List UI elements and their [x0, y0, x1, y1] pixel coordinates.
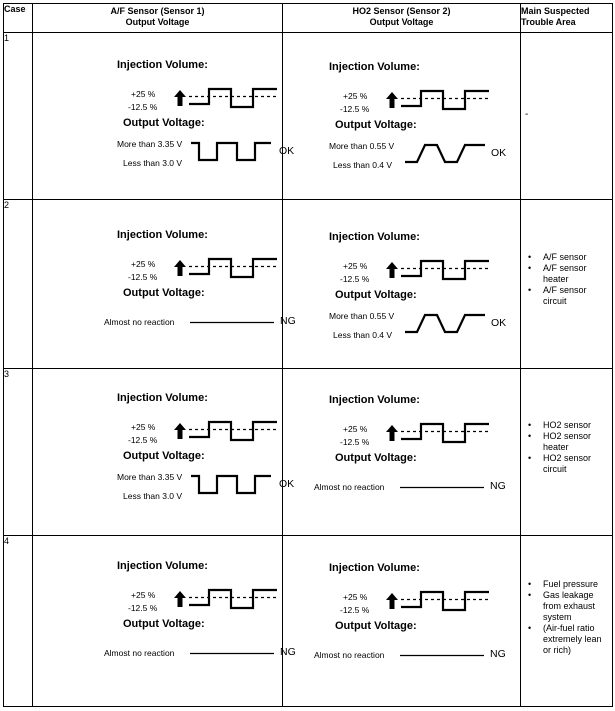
minus-12-5-label: -12.5 %: [340, 274, 370, 284]
output-voltage-label: Output Voltage:: [123, 117, 205, 129]
minus-12-5-label: -12.5 %: [128, 435, 158, 445]
trouble-area-cell: [521, 33, 613, 200]
injection-volume-label: Injection Volume:: [329, 394, 420, 406]
table-row: [4, 33, 613, 200]
up-arrow-icon: [386, 593, 398, 609]
trouble-area-cell: [521, 200, 613, 369]
header-trouble-area: Main Suspected Trouble Area: [521, 4, 613, 33]
trouble-area-list: [525, 252, 610, 307]
trouble-area-text: Gas leakage from exhaust system: [543, 590, 596, 622]
no-reaction-label: Almost no reaction: [314, 482, 385, 492]
injection-volume-label: Injection Volume:: [117, 59, 208, 71]
bullet-icon: •: [528, 252, 532, 262]
minus-12-5-label: -12.5 %: [128, 603, 158, 613]
table-row: [4, 369, 613, 536]
case-number: 4: [4, 536, 33, 707]
case-number: 3: [4, 369, 33, 536]
minus-12-5-label: -12.5 %: [128, 102, 158, 112]
flat-line: [190, 652, 276, 655]
bullet-icon: •: [528, 285, 532, 295]
voltage-high-label: More than 3.35 V: [117, 139, 183, 149]
header-ho2: HO2 Sensor (Sensor 2) Output Voltage: [283, 4, 521, 33]
trouble-area-text: HO2 sensor: [543, 420, 592, 430]
voltage-high-label: More than 0.55 V: [329, 141, 395, 151]
ho2-cell: [283, 33, 521, 200]
plus-25-label: +25 %: [343, 261, 368, 271]
output-waveform: [191, 141, 275, 163]
trouble-area-text: A/F sensor circuit: [543, 285, 587, 306]
af-cell: [33, 33, 295, 200]
injection-volume-label: Injection Volume:: [329, 562, 420, 574]
injection-waveform: [189, 87, 281, 111]
minus-12-5-label: -12.5 %: [340, 605, 370, 615]
trouble-area-text: HO2 sensor heater: [543, 431, 592, 452]
voltage-low-label: Less than 3.0 V: [123, 158, 183, 168]
bullet-icon: •: [528, 263, 532, 273]
list-item: [525, 285, 610, 307]
list-item: [525, 252, 610, 263]
injection-volume-label: Injection Volume:: [329, 61, 420, 73]
bullet-icon: •: [528, 420, 532, 430]
voltage-high-label: More than 3.35 V: [117, 472, 183, 482]
plus-25-label: +25 %: [131, 422, 156, 432]
header-row: [4, 4, 613, 33]
minus-12-5-label: -12.5 %: [340, 437, 370, 447]
trouble-area-list: [525, 420, 610, 475]
injection-waveform: [401, 89, 493, 113]
no-reaction-label: Almost no reaction: [104, 317, 175, 327]
ho2-cell: [283, 369, 521, 536]
injection-waveform: [189, 257, 281, 281]
injection-waveform: [401, 422, 493, 446]
bullet-icon: •: [528, 623, 532, 633]
injection-volume-label: Injection Volume:: [329, 231, 420, 243]
up-arrow-icon: [386, 92, 398, 108]
output-voltage-label: Output Voltage:: [123, 287, 205, 299]
trouble-area-cell: [521, 536, 613, 707]
list-item: [525, 431, 610, 453]
result-label: OK: [491, 147, 507, 159]
injection-waveform: [401, 590, 493, 614]
up-arrow-icon: [174, 423, 186, 439]
plus-25-label: +25 %: [343, 424, 368, 434]
voltage-low-label: Less than 3.0 V: [123, 491, 183, 501]
output-voltage-label: Output Voltage:: [335, 620, 417, 632]
result-label: OK: [279, 145, 295, 157]
af-cell: [33, 200, 296, 369]
flat-line: [190, 321, 276, 324]
injection-waveform: [189, 588, 281, 612]
no-reaction-label: Almost no reaction: [104, 648, 175, 658]
list-item: [525, 420, 610, 431]
up-arrow-icon: [174, 591, 186, 607]
list-item: [525, 453, 610, 475]
result-label: NG: [280, 646, 296, 658]
output-waveform: [405, 313, 489, 335]
trouble-area-cell: [521, 369, 613, 536]
plus-25-label: +25 %: [343, 91, 368, 101]
case-number: 2: [4, 200, 33, 369]
voltage-high-label: More than 0.55 V: [329, 311, 395, 321]
header-af: A/F Sensor (Sensor 1) Output Voltage: [33, 4, 283, 33]
table-row: [4, 200, 613, 369]
plus-25-label: +25 %: [131, 590, 156, 600]
list-item: [525, 579, 610, 590]
trouble-area-text: Fuel pressure: [543, 579, 599, 589]
voltage-low-label: Less than 0.4 V: [333, 330, 393, 340]
minus-12-5-label: -12.5 %: [128, 272, 158, 282]
output-voltage-label: Output Voltage:: [123, 450, 205, 462]
injection-volume-label: Injection Volume:: [117, 229, 208, 241]
no-trouble-area: -: [525, 109, 529, 120]
minus-12-5-label: -12.5 %: [340, 104, 370, 114]
bullet-icon: •: [528, 579, 532, 589]
plus-25-label: +25 %: [343, 592, 368, 602]
result-label: NG: [490, 648, 506, 660]
case-number: 1: [4, 33, 33, 200]
trouble-area-text: (Air-fuel ratio extremely lean or rich): [543, 623, 602, 655]
list-item: [525, 590, 610, 623]
bullet-icon: •: [528, 590, 532, 600]
injection-volume-label: Injection Volume:: [117, 392, 208, 404]
injection-waveform: [401, 259, 493, 283]
bullet-icon: •: [528, 431, 532, 441]
trouble-area-text: HO2 sensor circuit: [543, 453, 592, 474]
output-voltage-label: Output Voltage:: [335, 289, 417, 301]
plus-25-label: +25 %: [131, 259, 156, 269]
injection-volume-label: Injection Volume:: [117, 560, 208, 572]
output-waveform: [191, 474, 275, 496]
no-reaction-label: Almost no reaction: [314, 650, 385, 660]
af-cell: [33, 536, 296, 707]
af-cell: [33, 369, 295, 536]
output-waveform: [405, 143, 489, 165]
trouble-area-text: A/F sensor heater: [543, 263, 587, 284]
list-item: [525, 623, 610, 656]
trouble-area-list: [525, 579, 610, 656]
up-arrow-icon: [386, 262, 398, 278]
result-label: NG: [280, 315, 296, 327]
result-label: OK: [279, 478, 295, 490]
output-voltage-label: Output Voltage:: [335, 452, 417, 464]
trouble-area-text: A/F sensor: [543, 252, 587, 262]
voltage-low-label: Less than 0.4 V: [333, 160, 393, 170]
flat-line: [400, 654, 486, 657]
output-voltage-label: Output Voltage:: [123, 618, 205, 630]
up-arrow-icon: [386, 425, 398, 441]
injection-waveform: [189, 420, 281, 444]
list-item: [525, 263, 610, 285]
header-case: Case: [4, 4, 33, 33]
diagnosis-table: [3, 3, 613, 707]
table-row: [4, 536, 613, 707]
result-label: NG: [490, 480, 506, 492]
up-arrow-icon: [174, 90, 186, 106]
flat-line: [400, 486, 486, 489]
up-arrow-icon: [174, 260, 186, 276]
bullet-icon: •: [528, 453, 532, 463]
plus-25-label: +25 %: [131, 89, 156, 99]
output-voltage-label: Output Voltage:: [335, 119, 417, 131]
result-label: OK: [491, 317, 507, 329]
ho2-cell: [283, 200, 521, 369]
ho2-cell: [283, 536, 521, 707]
